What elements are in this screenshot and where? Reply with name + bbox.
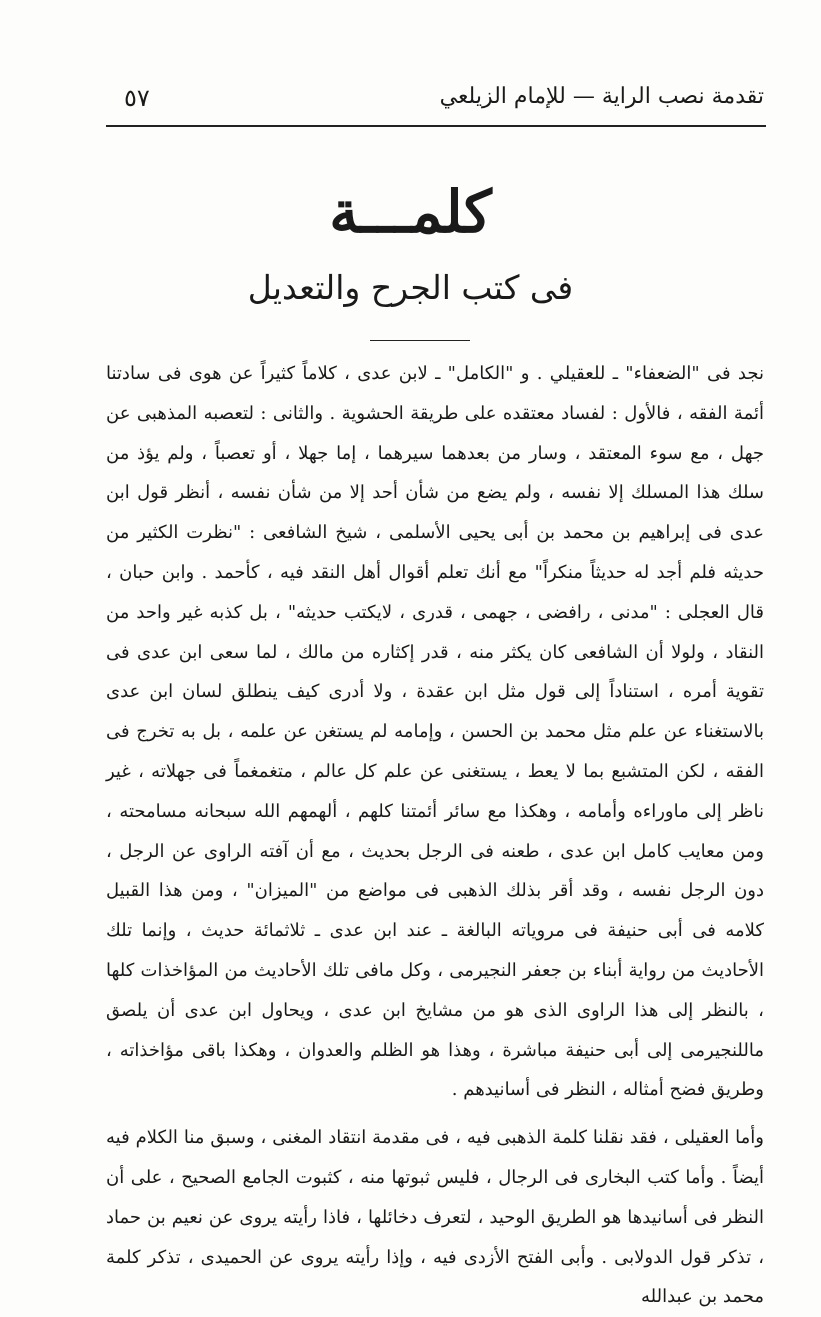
- paragraph: وأما العقيلى ، فقد نقلنا كلمة الذهبى فيه ، فى مقدمة انتقاد المغنى ، وسبق منا الكلام فيه أيضاً . وأما كتب البخارى فى الرجال ، فليس ثبوتها منه ، كثبوت الجامع الصحيح ، على أن النظر فى أسانيدها هو الطريق الوحيد ، لتعرف دخائلها ، فاذا رأيته يروى عن نعيم بن حماد ، تذكر قول الدولابى . وأبى الفتح الأزدى فيه ، وإذا رأيته يروى عن الحميدى ، تذكر كلمة محمد بن عبدالله: [106, 1127, 764, 1308]
- running-title: تقدمة نصب الراية — للإمام الزيلعي: [439, 84, 764, 109]
- page-number: ٥٧: [124, 84, 150, 112]
- body-text: [106, 354, 764, 1317]
- running-header: [106, 82, 764, 116]
- header-rule: [106, 125, 766, 127]
- paragraph: نجد فى "الضعفاء" ـ للعقيلي . و "الكامل" ـ لابن عدى ، كلاماً كثيراً عن هوى فى سادتنا أئمة الفقه ، فالأول : لفساد معتقده على طريقة الحشوية . والثانى : لتعصبه المذهبى عن جهل ، مع سوء المعتقد ، وسار من بعدهما سيرهما ، إما جهلا ، أو تعصباً ، ولم يؤذ من سلك هذا المسلك إلا نفسه ، ولم يضع من شأن أحد إلا من شأن نفسه ، أنظر قول ابن عدى فى إبراهيم بن محمد بن أبى يحيى الأسلمى ، شيخ الشافعى : "نظرت الكثير من حديثه فلم أجد له حديثاً منكراً" مع أنك تعلم أقوال أهل النقد فيه ، كأحمد . وابن حبان ، قال العجلى : "مدنى ، رافضى ، جهمى ، قدرى ، لايكتب حديثه" ، بل كذبه غير واحد من النقاد ، ولولا أن الشافعى كان يكثر منه ، قدر إكثاره من مالك ، لما سعى ابن عدى فى تقوية أمره ، استناداً إلى قول مثل ابن عقدة ، ولا أدرى كيف ينطلق لسان ابن عدى بالاستغناء عن علم مثل محمد بن الحسن ، وإمامه لم يستغن عن علمه ، بل به تخرج فى الفقه ، لكن المتشبع بما لا يعط ، يستغنى عن علم كل عالم ، متغمغماً فى جهلاته ، غير ناظر إلى ماوراءه وأمامه ، وهكذا مع سائر أئمتنا كلهم ، ألهمهم الله سبحانه مسامحته ، ومن معايب كامل ابن عدى ، طعنه فى الرجل بحديث ، مع أن آفته الراوى عن الرجل ، دون الرجل نفسه ، وقد أقر بذلك الذهبى فى مواضع من "الميزان" ، ومن هذا القبيل كلامه فى أبى حنيفة فى مروياته البالغة ـ عند ابن عدى ـ ثلاثمائة حديث ، وإنما تلك الأحاديث من رواية أبناء بن جعفر النجيرمى ، وكل مافى تلك الأحاديث من المؤاخذات كلها ، بالنظر إلى هذا الراوى الذى هو من مشايخ ابن عدى ، ويحاول ابن عدى أن يلصق ماللنجيرمى إلى أبى حنيفة مباشرة ، وهذا هو الظلم والعدوان ، وهكذا باقى مؤاخذاته ، وطريق فضح أمثاله ، النظر فى أسانيدهم .: [106, 363, 764, 1101]
- chapter-title: كلمـــة: [329, 178, 492, 246]
- chapter-subtitle: فى كتب الجرح والتعديل: [247, 268, 574, 307]
- title-divider: [370, 340, 470, 341]
